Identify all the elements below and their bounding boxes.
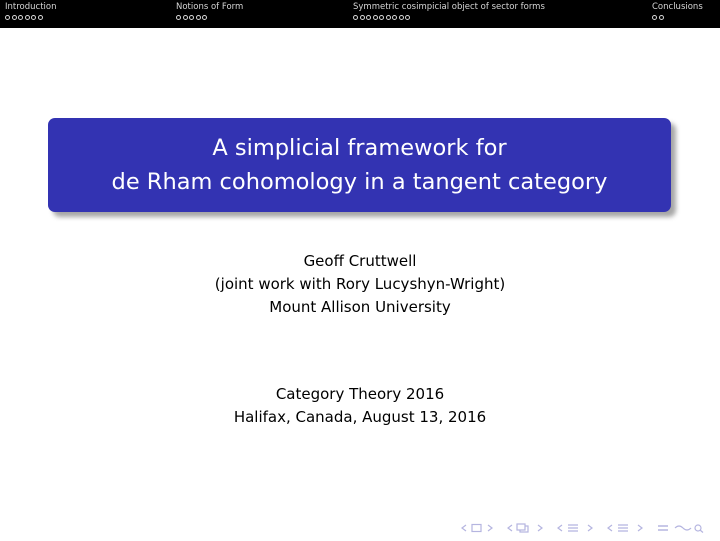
joint-work-note: (joint work with Rory Lucyshyn-Wright)	[214, 275, 506, 293]
frame-dot[interactable]	[652, 15, 657, 20]
section-dots-symmetric-cosimplicial	[353, 15, 410, 20]
frame-dot[interactable]	[399, 15, 404, 20]
frame-nav-icon[interactable]	[460, 523, 502, 533]
frame-dot[interactable]	[38, 15, 43, 20]
section-dots-conclusions	[652, 15, 664, 20]
frame-dot[interactable]	[12, 15, 17, 20]
author-block	[0, 250, 720, 319]
frame-dot[interactable]	[379, 15, 384, 20]
search-icon[interactable]	[674, 523, 706, 533]
frame-dot[interactable]	[18, 15, 23, 20]
frame-dot[interactable]	[5, 15, 10, 20]
frame-dot[interactable]	[25, 15, 30, 20]
frame-dot[interactable]	[183, 15, 188, 20]
frame-dot[interactable]	[196, 15, 201, 20]
subsection-nav-icon[interactable]	[556, 523, 602, 533]
event-name: Category Theory 2016	[275, 385, 445, 403]
section-dots-notions-of-form	[176, 15, 207, 20]
slide-nav-icon[interactable]	[506, 523, 552, 533]
section-link-conclusions[interactable]: Conclusions	[652, 2, 703, 12]
title-line-2: de Rham cohomology in a tangent category	[111, 169, 608, 195]
section-nav-icon[interactable]	[606, 523, 652, 533]
frame-dot[interactable]	[189, 15, 194, 20]
title-block	[48, 118, 671, 212]
headline-bar	[0, 0, 720, 28]
frame-dot[interactable]	[659, 15, 664, 20]
frame-dot[interactable]	[373, 15, 378, 20]
institute: Mount Allison University	[269, 298, 451, 316]
frame-dot[interactable]	[386, 15, 391, 20]
section-link-symmetric-cosimplicial[interactable]: Symmetric cosimpicial object of sector forms	[353, 2, 545, 12]
event-place-date: Halifax, Canada, August 13, 2016	[233, 408, 487, 426]
frame-dot[interactable]	[353, 15, 358, 20]
section-dots-introduction	[5, 15, 43, 20]
event-block	[0, 383, 720, 429]
title-line-1: A simplicial framework for	[212, 135, 507, 161]
frame-dot[interactable]	[405, 15, 410, 20]
frame-dot[interactable]	[176, 15, 181, 20]
frame-dot[interactable]	[31, 15, 36, 20]
frame-dot[interactable]	[366, 15, 371, 20]
section-link-introduction[interactable]: Introduction	[5, 2, 57, 12]
frame-dot[interactable]	[392, 15, 397, 20]
section-link-notions-of-form[interactable]: Notions of Form	[176, 2, 244, 12]
author-name: Geoff Cruttwell	[303, 252, 417, 270]
frame-dot[interactable]	[202, 15, 207, 20]
navigation-bar	[460, 523, 706, 533]
align-icon[interactable]	[656, 523, 670, 533]
frame-dot[interactable]	[360, 15, 365, 20]
